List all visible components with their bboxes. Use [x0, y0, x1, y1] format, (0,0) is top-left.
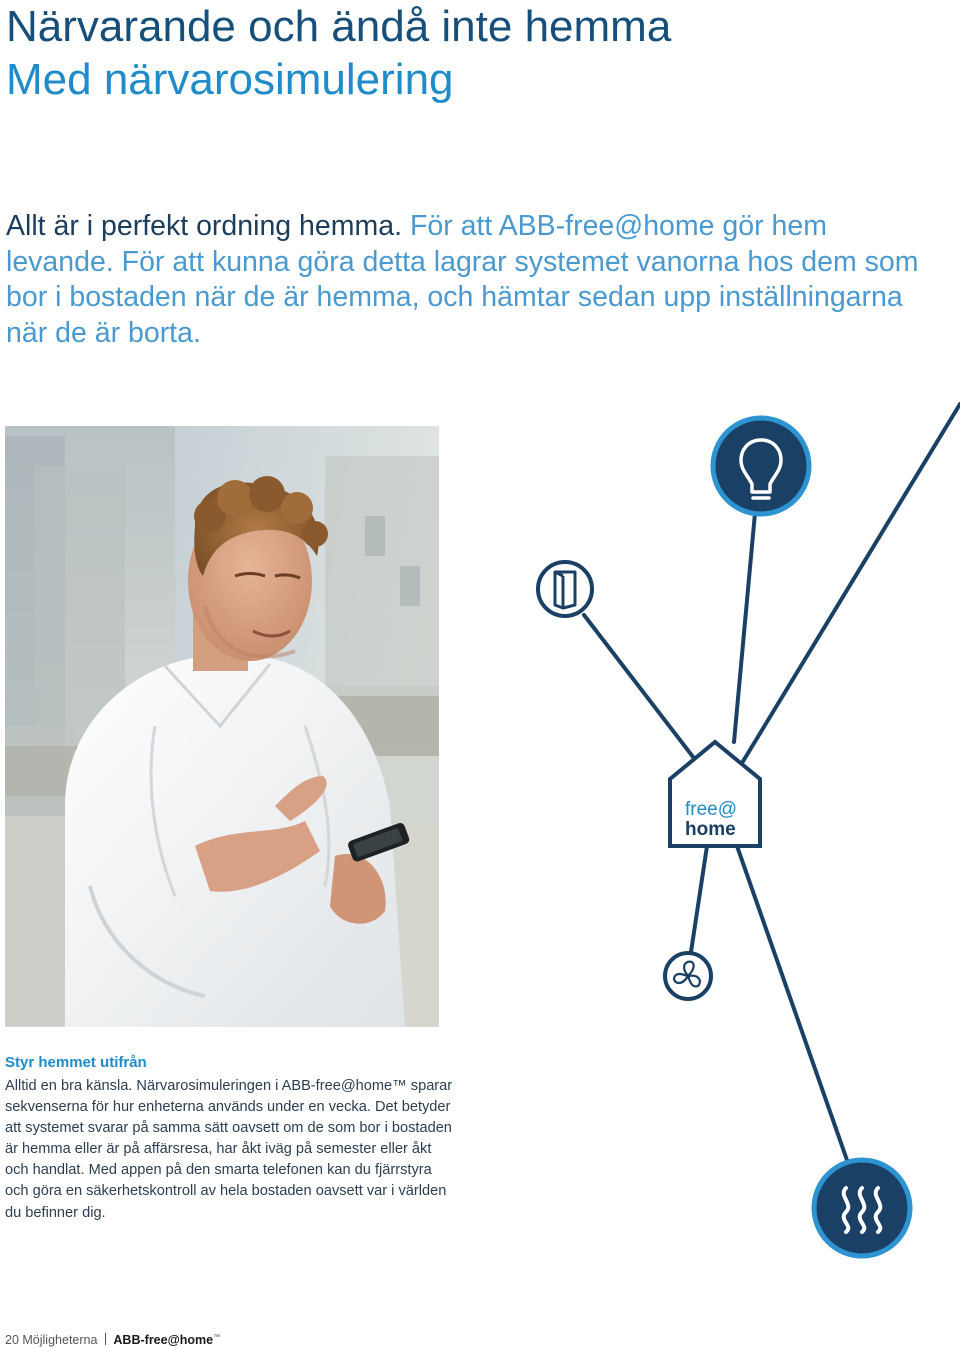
intro-paragraph	[6, 209, 926, 351]
page-footer	[5, 1330, 220, 1348]
free-at-home-house-hub[interactable]	[670, 742, 760, 846]
line-to-light	[734, 513, 755, 742]
fan-icon[interactable]	[665, 953, 711, 999]
intro-part-2: För att ABB-free@home gör hem levande. För att kunna göra detta lagrar systemet vanorna hos dem som bor i bostaden när de är hemma, och hämtar sedan upp inställningarna när de är borta.	[6, 210, 919, 349]
door-icon[interactable]	[538, 562, 592, 616]
page-number: 20	[5, 1333, 19, 1348]
hub-label-free: free@	[685, 799, 738, 820]
line-to-heating	[737, 846, 848, 1163]
footer-separator	[105, 1333, 106, 1345]
line-to-fan	[691, 846, 707, 952]
footer-trademark: ™	[213, 1334, 221, 1341]
photo-caption	[5, 1054, 455, 1224]
title-line-2: Med närvarosimulering	[6, 55, 454, 104]
caption-heading: Styr hemmet utifrån	[5, 1054, 147, 1071]
caption-body: Alltid en bra känsla. Närvarosimuleringen i ABB-free@home™ sparar sekvenserna för hur enheterna används under en vecka. Det betyder att systemet svarar på samma sätt oavsett om de som bor i bostaden är hemma eller är på affärsresa, har åkt iväg på semester eller åkt och handlat. Med appen på den smarta telefonen kan du fjärrstyra och göra en säkerhetskontroll av hela bostaden oavsett var i världen du befinner dig.	[5, 1078, 453, 1221]
photo-man-with-phone	[5, 426, 439, 1027]
hub-label-home: home	[685, 819, 736, 840]
light-bulb-icon[interactable]	[713, 418, 809, 514]
page-title	[6, 0, 946, 106]
footer-brand: ABB-free@home	[113, 1333, 214, 1348]
title-line-1: Närvarande och ändå inte hemma	[6, 2, 672, 51]
photo-illustration	[5, 426, 439, 1027]
footer-section: Möjligheterna	[22, 1333, 98, 1348]
heating-icon[interactable]	[814, 1160, 910, 1256]
connection-lines	[584, 404, 960, 1163]
intro-part-1: Allt är i perfekt ordning hemma.	[6, 210, 410, 242]
line-to-door	[584, 615, 700, 766]
